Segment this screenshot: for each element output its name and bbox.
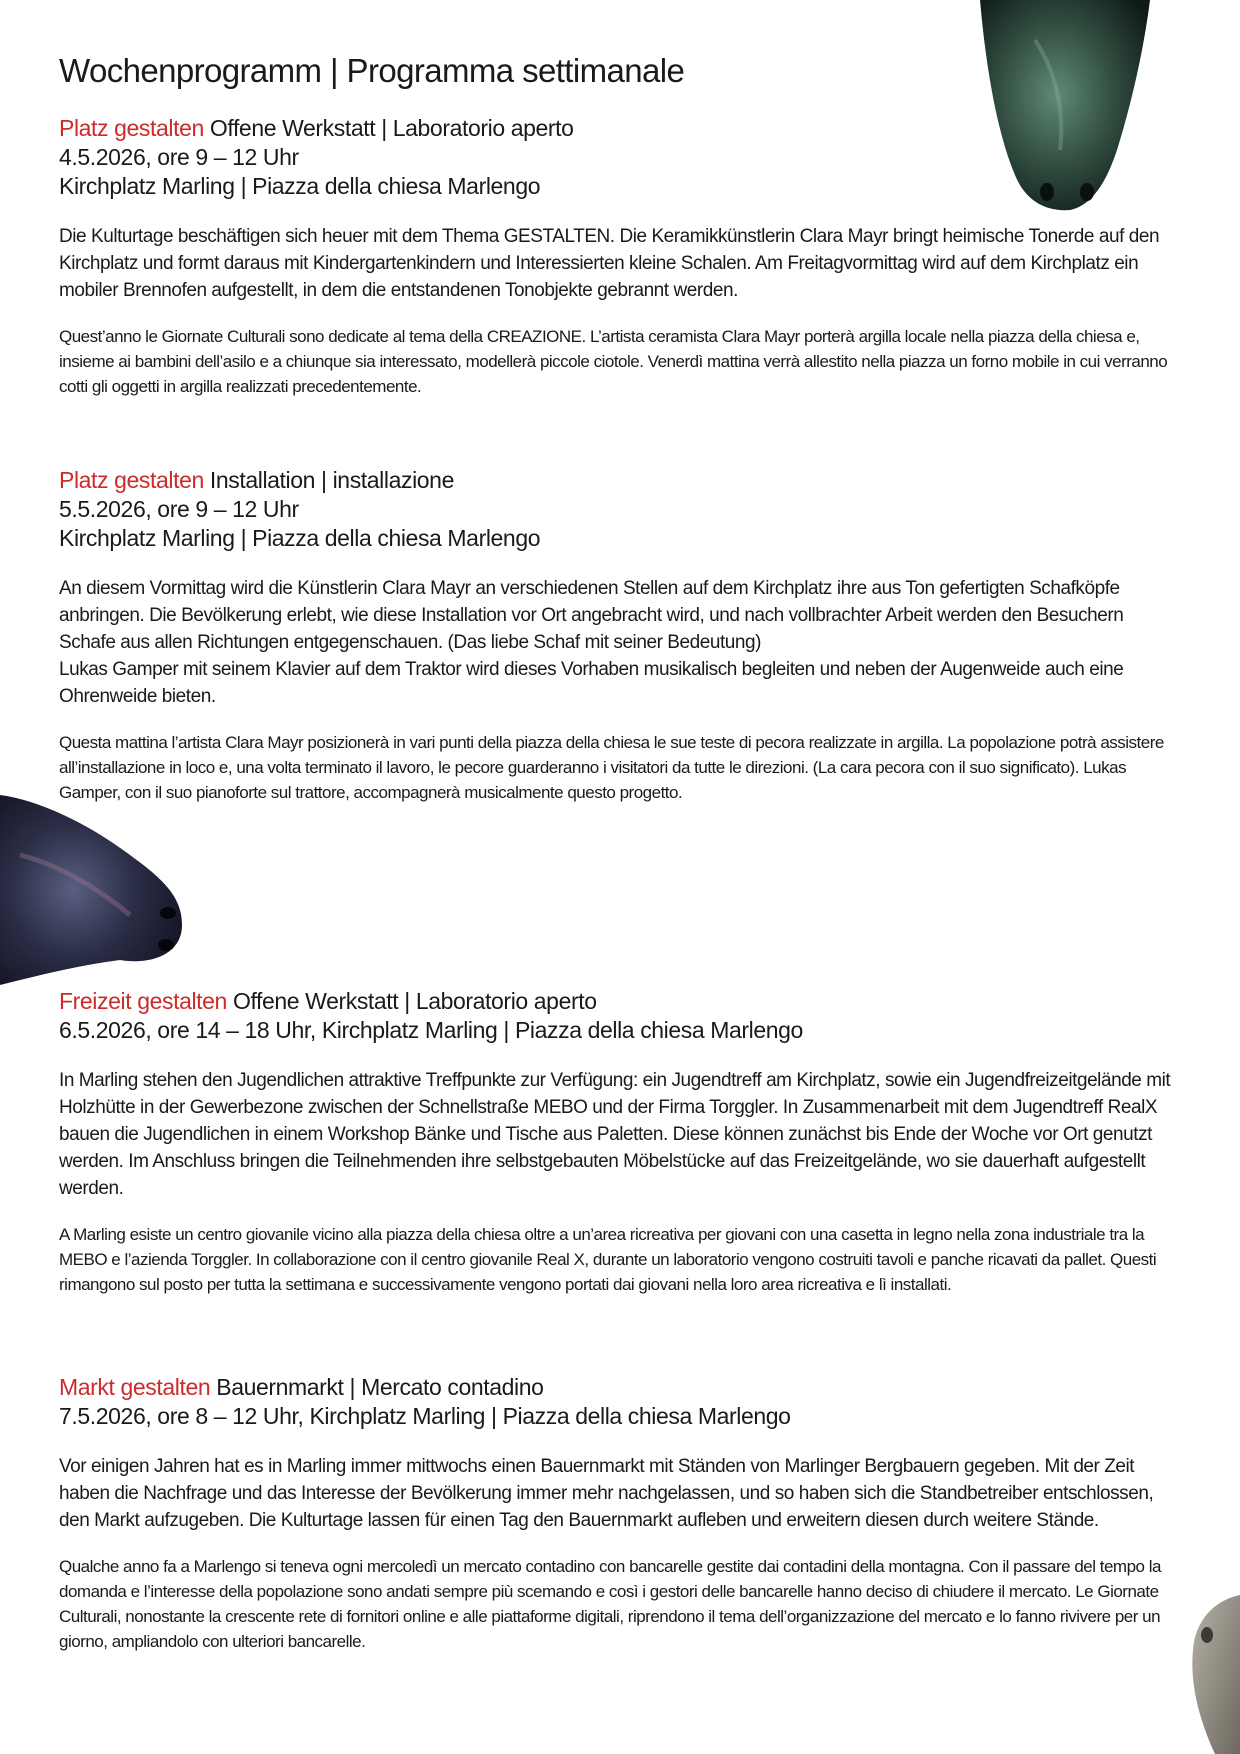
event-date-location: 6.5.2026, ore 14 – 18 Uhr, Kirchplatz Marling | Piazza della chiesa Marlengo bbox=[59, 1017, 803, 1043]
event-text-de: In Marling stehen den Jugendlichen attraktive Treffpunkte zur Verfügung: ein Jugendtreff am Kirchplatz, sowie ein Jugendfreizeitgelände mit Holzhütte in der Gewerbezone zwischen der Schnellstraße MEBO und der Firma Torggler. In Zusammenarbeit mit dem Jugendtreff RealX bauen die Jugendlichen in einem Workshop Bänke und Tische aus Paletten. Diese können zunächst bis Ende der Woche vor Ort genutzt werden. Im Anschluss bringen die Teilnehmenden ihre selbstgebauten Möbelstücke auf das Freizeitgelände, wo sie dauerhaft aufgestellt werden. bbox=[59, 1070, 1171, 1199]
event-text-it: Qualche anno fa a Marlengo si teneva ogni mercoledì un mercato contadino con bancarelle gestite dai contadini della montagna. Con il passare del tempo la domanda e l’interesse della popolazione sono andati sempre più scemando e così i gestori delle bancarelle hanno deciso di chiudere il mercato. Le Giornate Culturali, nonostante la crescente rete di fornitori online e alle piattaforme digitali, riprendono il tema dell’organizzazione del mercato e lo fanno rivivere per un giorno, ampliandolo con ulteriori bancarelle. bbox=[59, 1557, 1161, 1651]
event-text-de: Die Kulturtage beschäftigen sich heuer mit dem Thema GESTALTEN. Die Keramikkünstlerin Clara Mayr bringt heimische Tonerde auf den Kirchplatz und formt daraus mit Kindergartenkindern und Interessierten kleine Schalen. Am Freitagvormittag wird auf dem Kirchplatz ein mobiler Brennofen aufgestellt, in dem die entstandenen Tonobjekte gebrannt werden. bbox=[59, 226, 1160, 301]
event-text-de: An diesem Vormittag wird die Künstlerin Clara Mayr an verschiedenen Stellen auf dem Kirchplatz ihre aus Ton gefertigten Schafköpfe anbringen. Die Bevölkerung erlebt, wie diese Installation vor Ort angebracht wird, und nach vollbrachter Arbeit werden den Besuchern Schafe aus allen Richtungen entgegenschauen. (Das liebe Schaf mit seiner Bedeutung) bbox=[59, 578, 1124, 653]
event-category: Platz gestalten bbox=[59, 467, 204, 493]
event-text-it: Quest’anno le Giornate Culturali sono dedicate al tema della CREAZIONE. L’artista ceramista Clara Mayr porterà argilla locale nella piazza della chiesa e, insieme ai bambini dell’asilo e a chiunque sia interessato, modellerà piccole ciotole. Venerdì mattina verrà allestito nella piazza un forno mobile in cui verranno cotti gli oggetti in argilla realizzati precedentemente. bbox=[59, 327, 1168, 396]
event-category: Markt gestalten bbox=[59, 1374, 211, 1400]
sheep-head-left-icon bbox=[0, 795, 185, 985]
page-title: Wochenprogramm | Programma settimanale bbox=[59, 52, 685, 89]
event-3 bbox=[59, 987, 1184, 1297]
event-type: Bauernmarkt | Mercato contadino bbox=[216, 1374, 544, 1400]
event-type: Offene Werkstatt | Laboratorio aperto bbox=[232, 988, 597, 1014]
event-date-location: 7.5.2026, ore 8 – 12 Uhr, Kirchplatz Marling | Piazza della chiesa Marlengo bbox=[59, 1403, 791, 1429]
event-header bbox=[59, 114, 1184, 143]
event-header bbox=[59, 987, 1184, 1016]
event-header bbox=[59, 1373, 1184, 1402]
event-date: 4.5.2026, ore 9 – 12 Uhr bbox=[59, 144, 299, 170]
event-location: Kirchplatz Marling | Piazza della chiesa Marlengo bbox=[59, 173, 541, 199]
event-text-it: Questa mattina l’artista Clara Mayr posizionerà in vari punti della piazza della chiesa le sue teste di pecora realizzate in argilla. La popolazione potrà assistere all’installazione in loco e, una volta terminato il lavoro, le pecore guarderanno i visitatori da tutte le direzioni. (La cara pecora con il suo significato). Lukas Gamper, con il suo pianoforte sul trattore, accompagnerà musicalmente questo progetto. bbox=[59, 733, 1164, 802]
sheep-head-bottom-right-icon bbox=[1185, 1595, 1240, 1754]
event-category: Freizeit gestalten bbox=[59, 988, 227, 1014]
event-category: Platz gestalten bbox=[59, 115, 204, 141]
event-text-de: Vor einigen Jahren hat es in Marling immer mittwochs einen Bauernmarkt mit Ständen von Marlinger Bergbauern gegeben. Mit der Zeit haben die Nachfrage und das Interesse der Bevölkerung immer mehr nachgelassen, und so haben sich die Standbetreiber entschlossen, den Markt aufzugeben. Die Kulturtage lassen für einen Tag den Bauernmarkt aufleben und erweitern diesen durch weitere Stände. bbox=[59, 1456, 1154, 1531]
event-date: 5.5.2026, ore 9 – 12 Uhr bbox=[59, 496, 299, 522]
event-text-de-2: Lukas Gamper mit seinem Klavier auf dem Traktor wird dieses Vorhaben musikalisch begleiten und neben der Augenweide auch eine Ohrenweide bieten. bbox=[59, 659, 1124, 707]
event-2 bbox=[59, 466, 1184, 805]
event-4 bbox=[59, 1373, 1184, 1654]
event-text-it: A Marling esiste un centro giovanile vicino alla piazza della chiesa oltre a un’area ricreativa per giovani con una casetta in legno nella zona industriale tra la MEBO e l’azienda Torggler. In collaborazione con il centro giovanile Real X, durante un laboratorio vengono costruiti tavoli e panche ricavati da pallet. Questi rimangono sul posto per tutta la settimana e successivamente vengono portati dai giovani nella loro area ricreativa e lì installati. bbox=[59, 1225, 1157, 1294]
event-location: Kirchplatz Marling | Piazza della chiesa Marlengo bbox=[59, 525, 541, 551]
event-1 bbox=[59, 114, 1184, 399]
event-type: Offene Werkstatt | Laboratorio aperto bbox=[209, 115, 574, 141]
event-header bbox=[59, 466, 1184, 495]
event-type: Installation | installazione bbox=[209, 467, 454, 493]
